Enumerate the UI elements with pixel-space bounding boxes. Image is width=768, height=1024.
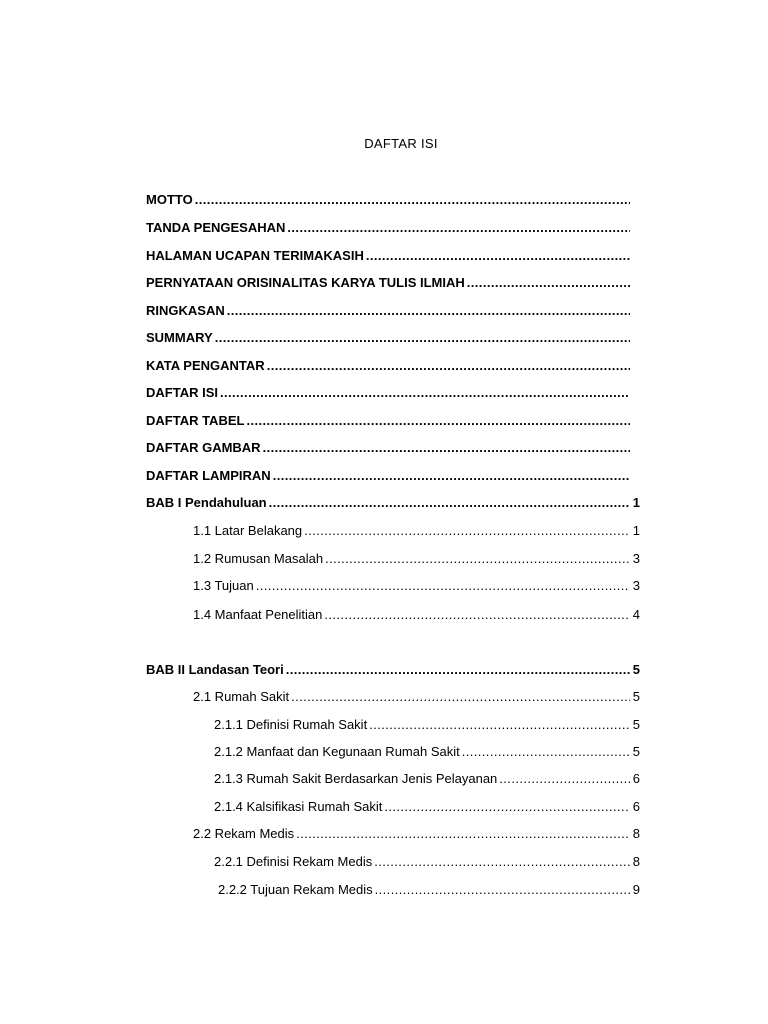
toc-entry-label: RINGKASAN (146, 303, 225, 318)
toc-entry (193, 522, 640, 540)
toc-page-number: 5 (632, 717, 640, 732)
toc-entry-label: BAB I Pendahuluan (146, 495, 267, 510)
toc-entry-label: 1.3 Tujuan (193, 578, 254, 593)
toc-entry (146, 494, 640, 512)
toc-entry (146, 191, 630, 209)
toc-page-number: 5 (632, 744, 640, 759)
toc-entry-label: 2.1.4 Kalsifikasi Rumah Sakit (214, 799, 383, 814)
toc-dot-leader (462, 743, 630, 761)
toc-entry (193, 550, 640, 568)
toc-dot-leader (467, 274, 630, 292)
toc-dot-leader (263, 439, 630, 457)
toc-dot-leader (374, 853, 630, 871)
toc-page-number: 1 (632, 523, 640, 538)
toc-entry-label: HALAMAN UCAPAN TERIMAKASIH (146, 248, 364, 263)
toc-entry-label: DAFTAR GAMBAR (146, 440, 261, 455)
toc-dot-leader (304, 522, 630, 540)
toc-dot-leader (286, 661, 630, 679)
toc-dot-leader (220, 384, 630, 402)
toc-entry (146, 247, 630, 265)
toc-entry-label: DAFTAR ISI (146, 385, 218, 400)
toc-entry-label: 2.1 Rumah Sakit (193, 689, 290, 704)
toc-dot-leader (375, 881, 630, 899)
page-title: DAFTAR ISI (364, 136, 438, 151)
toc-page-number: 4 (632, 607, 640, 622)
toc-page-number: 6 (632, 771, 640, 786)
toc-entry-label: BAB II Landasan Teori (146, 662, 284, 677)
toc-entry-label: 2.1.1 Definisi Rumah Sakit (214, 717, 368, 732)
toc-dot-leader (291, 688, 630, 706)
toc-entry (193, 577, 640, 595)
toc-dot-leader (287, 219, 630, 237)
toc-entry (146, 274, 630, 292)
toc-dot-leader (499, 770, 629, 788)
toc-entry-label: DAFTAR TABEL (146, 413, 245, 428)
toc-entry-label: PERNYATAAN ORISINALITAS KARYA TULIS ILMIAH (146, 275, 465, 290)
toc-dot-leader (227, 302, 630, 320)
toc-dot-leader (369, 716, 630, 734)
toc-entry (146, 439, 630, 457)
toc-entry (214, 853, 640, 871)
toc-entry-label: 1.1 Latar Belakang (193, 523, 303, 538)
toc-dot-leader (273, 467, 630, 485)
toc-entry (193, 825, 640, 843)
toc-page-number: 6 (632, 799, 640, 814)
toc-entry-label: 1.2 Rumusan Masalah (193, 551, 324, 566)
toc-page-number: 9 (632, 882, 640, 897)
toc-dot-leader (269, 494, 630, 512)
toc-entry (193, 606, 640, 624)
toc-entry (146, 357, 630, 375)
toc-dot-leader (195, 191, 630, 209)
toc-entry (214, 716, 640, 734)
toc-entry (218, 881, 640, 899)
toc-dot-leader (325, 550, 630, 568)
toc-entry (146, 467, 630, 485)
toc-entry (214, 743, 640, 761)
toc-entry-label: KATA PENGANTAR (146, 358, 265, 373)
toc-page-number: 3 (632, 551, 640, 566)
toc-entry (146, 661, 640, 679)
toc-page-number: 5 (632, 662, 640, 677)
toc-dot-leader (324, 606, 629, 624)
toc-dot-leader (215, 329, 630, 347)
toc-entry-label: DAFTAR LAMPIRAN (146, 468, 271, 483)
toc-page-number: 8 (632, 826, 640, 841)
toc-entry (214, 798, 640, 816)
toc-dot-leader (246, 412, 630, 430)
toc-dot-leader (256, 577, 630, 595)
toc-entry-label: 2.1.3 Rumah Sakit Berdasarkan Jenis Pelayanan (214, 771, 498, 786)
toc-entry (146, 219, 630, 237)
toc-page-number: 1 (632, 495, 640, 510)
toc-entry-label: 1.4 Manfaat Penelitian (193, 607, 323, 622)
toc-entry-label: 2.1.2 Manfaat dan Kegunaan Rumah Sakit (214, 744, 460, 759)
toc-entry (146, 329, 630, 347)
toc-dot-leader (267, 357, 630, 375)
toc-entry (146, 412, 630, 430)
toc-entry-label: SUMMARY (146, 330, 213, 345)
toc-entry (193, 688, 640, 706)
toc-entry (214, 770, 640, 788)
toc-entry-label: MOTTO (146, 192, 193, 207)
toc-dot-leader (296, 825, 630, 843)
toc-entry-label: TANDA PENGESAHAN (146, 220, 286, 235)
toc-entry (146, 302, 630, 320)
toc-dot-leader (384, 798, 629, 816)
toc-entry (146, 384, 630, 402)
toc-page-number: 3 (632, 578, 640, 593)
toc-entry-label: 2.2 Rekam Medis (193, 826, 295, 841)
toc-dot-leader (366, 247, 630, 265)
toc-entry-label: 2.2.2 Tujuan Rekam Medis (218, 882, 373, 897)
toc-page-number: 5 (632, 689, 640, 704)
toc-entry-label: 2.2.1 Definisi Rekam Medis (214, 854, 373, 869)
toc-page-number: 8 (632, 854, 640, 869)
